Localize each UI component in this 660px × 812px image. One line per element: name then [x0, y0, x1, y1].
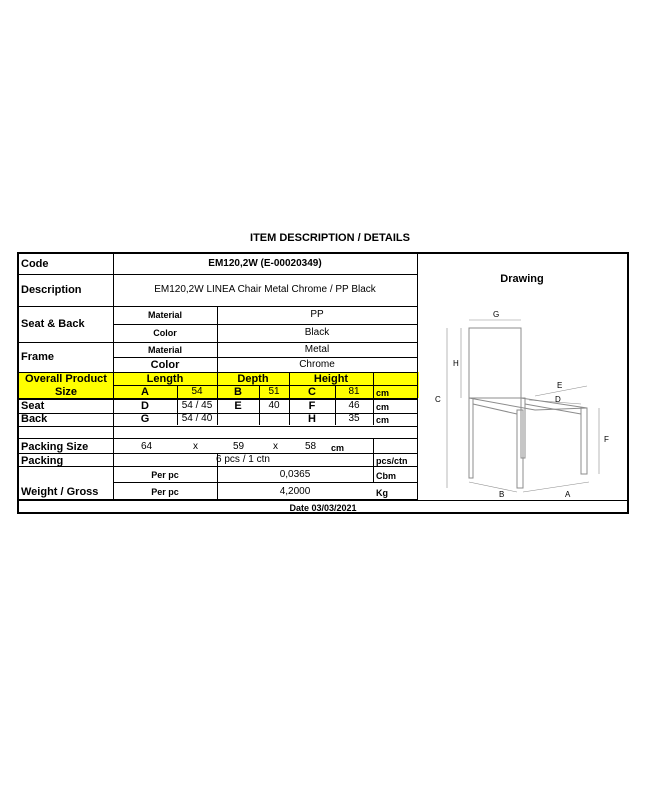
- dim-d-label: D: [141, 400, 149, 412]
- weight-value: 4,2000: [279, 486, 311, 497]
- drawing-letter-f: F: [604, 435, 609, 444]
- weight-per-pc: Per pc: [151, 487, 179, 497]
- weight-unit: Kg: [376, 488, 388, 498]
- dim-d-value: 54 / 45: [181, 400, 213, 411]
- overall-label-line1: Overall Product: [25, 373, 107, 385]
- frame-label: Frame: [21, 351, 55, 363]
- chair-seat: [469, 398, 587, 410]
- code-value: EM120,2W (E-00020349): [208, 258, 322, 269]
- packing-size-v3: 58: [305, 441, 317, 452]
- drawing-letter-c: C: [435, 395, 441, 404]
- height-header: Height: [313, 373, 349, 385]
- dim-c-label: C: [308, 386, 316, 398]
- drawing-letter-h: H: [453, 359, 459, 368]
- drawing-letter-d: D: [555, 395, 561, 404]
- seat-back-label: Seat & Back: [21, 318, 85, 330]
- chair-drawing: [417, 300, 627, 498]
- drawing-letter-b: B: [499, 490, 505, 498]
- frame-color: Chrome: [299, 359, 335, 370]
- spec-table: [17, 252, 629, 514]
- dim-a-label: A: [141, 386, 149, 398]
- drawing-letter-a: A: [565, 490, 571, 498]
- packing-size-x2: x: [273, 441, 278, 452]
- overall-label-line2: Size: [54, 386, 77, 398]
- seat-back-material-label: Material: [147, 310, 182, 320]
- packing-size-v2: 59: [233, 441, 245, 452]
- dim-b-label: B: [234, 386, 242, 398]
- dim-e-label: E: [234, 400, 242, 412]
- back-unit: cm: [376, 415, 390, 425]
- dim-f-label: F: [308, 400, 316, 412]
- packing-size-label: Packing Size: [21, 441, 89, 453]
- date-label: Date 03/03/2021: [289, 503, 357, 513]
- packing-size-unit: cm: [331, 443, 345, 453]
- depth-header: Depth: [237, 373, 269, 385]
- dim-c-value: 81: [348, 386, 360, 397]
- packing-label: Packing: [21, 455, 64, 467]
- seat-back-color-label: Color: [153, 328, 177, 338]
- packing-value: 6 pcs / 1 ctn: [216, 454, 270, 465]
- back-label: Back: [21, 413, 48, 425]
- document-title: ITEM DESCRIPTION / DETAILS: [250, 232, 410, 244]
- seat-back-color: Black: [304, 327, 330, 338]
- dim-g-label: G: [140, 413, 150, 425]
- drawing-letter-e: E: [557, 381, 563, 390]
- overall-unit: cm: [376, 388, 390, 398]
- dim-e-value: 40: [268, 400, 280, 411]
- frame-material-label: Material: [147, 345, 182, 355]
- dim-a-value: 54: [191, 386, 203, 397]
- packing-cbm-value: 0,0365: [279, 469, 311, 480]
- dim-g-value: 54 / 40: [181, 413, 213, 424]
- packing-per-pc: Per pc: [151, 470, 179, 480]
- drawing-letter-g: G: [493, 310, 500, 319]
- packing-unit: pcs/ctn: [376, 456, 408, 466]
- dim-b-value: 51: [268, 386, 280, 397]
- packing-size-v1: 64: [141, 441, 153, 452]
- length-header: Length: [146, 373, 184, 385]
- packing-cbm-unit: Cbm: [376, 471, 396, 481]
- code-label: Code: [21, 258, 49, 270]
- chair-back-rest: [469, 328, 521, 398]
- drawing-label: Drawing: [500, 273, 544, 285]
- dim-h-value: 35: [348, 413, 360, 424]
- seat-unit: cm: [376, 402, 390, 412]
- dim-f-value: 46: [348, 400, 360, 411]
- frame-color-label: Color: [150, 359, 180, 371]
- frame-material: Metal: [304, 344, 330, 355]
- seat-label: Seat: [21, 400, 45, 412]
- seat-back-material: PP: [310, 309, 324, 320]
- description-label: Description: [21, 284, 82, 296]
- packing-size-x1: x: [193, 441, 198, 452]
- weight-label: Weight / Gross: [21, 486, 99, 498]
- description-value: EM120,2W LINEA Chair Metal Chrome / PP Black: [154, 284, 376, 295]
- dim-h-label: H: [308, 413, 316, 425]
